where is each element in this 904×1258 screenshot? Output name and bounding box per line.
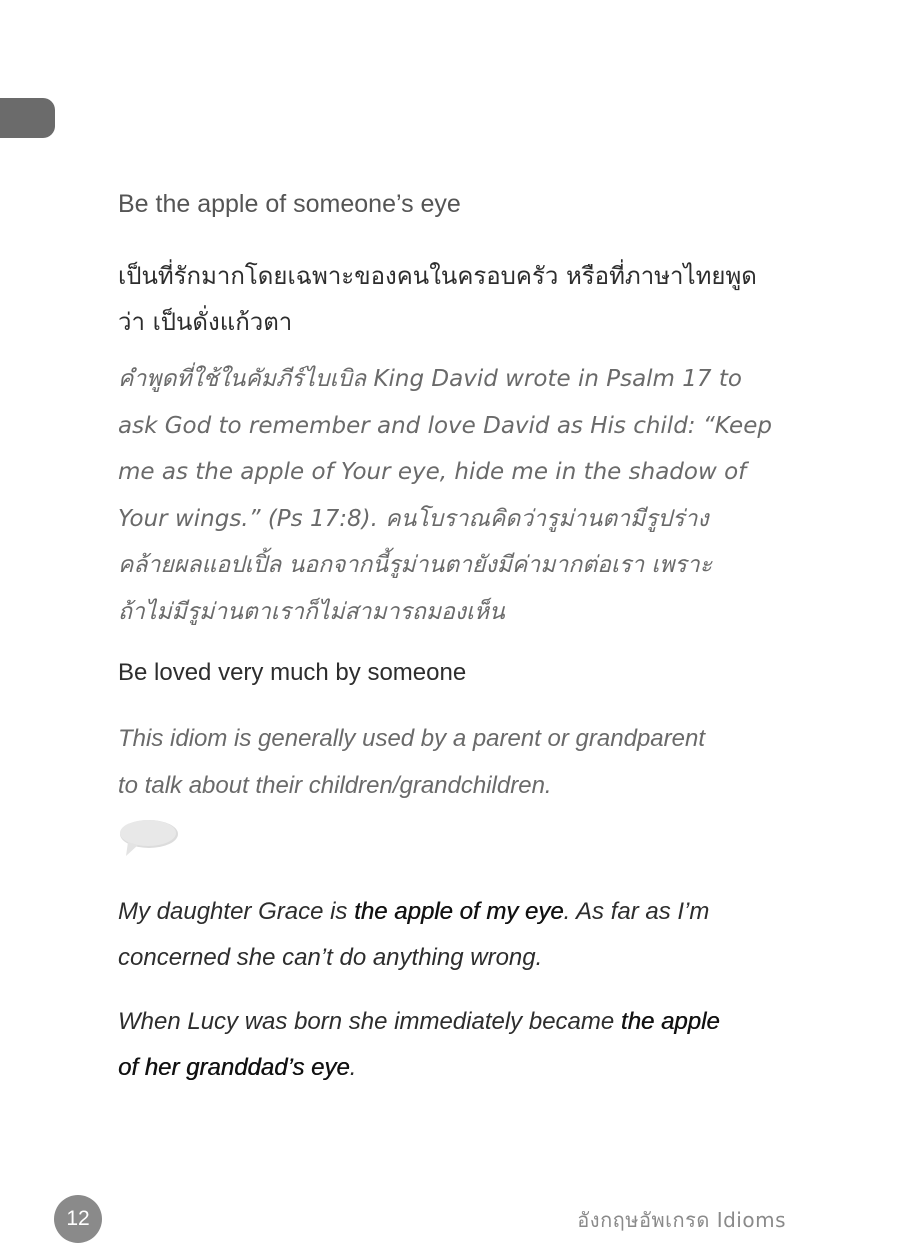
example-sentence	[118, 999, 798, 1091]
example-text: My daughter Grace is	[118, 898, 355, 925]
example-idiom-highlight: of her granddad’s eye	[118, 1054, 350, 1081]
thai-meaning	[118, 253, 798, 345]
example-idiom-highlight: the apple	[620, 1008, 720, 1035]
idiom-title: Be the apple of someone’s eye	[118, 190, 461, 218]
example-idiom-highlight: the apple of my eye	[354, 898, 564, 925]
origin-line: คล้ายผลแอปเปิ้ล นอกจากนี้รูม่านตายังมีค่ามากต่อเรา เพราะ	[118, 552, 713, 578]
origin-line: Your wings.” (Ps 17:8). คนโบราณคิดว่ารูม่านตามีรูปร่าง	[118, 505, 709, 532]
example-line	[118, 889, 798, 935]
usage-note-line: to talk about their children/grandchildren.	[118, 772, 552, 799]
example-line	[118, 1045, 798, 1091]
speech-bubble-icon	[118, 818, 180, 860]
example-line	[118, 999, 798, 1045]
usage-note-line: This idiom is generally used by a parent or grandparent	[118, 725, 705, 752]
origin-line: ask God to remember and love David as His child: “Keep	[118, 412, 772, 439]
usage-note	[118, 715, 798, 809]
origin-line: ถ้าไม่มีรูม่านตาเราก็ไม่สามารถมองเห็น	[118, 598, 505, 625]
thai-meaning-line: ว่า เป็นดั่งแก้วตา	[118, 308, 293, 336]
example-text: . As far as I’m	[563, 898, 710, 925]
example-text: When Lucy was born she immediately became	[118, 1008, 621, 1035]
example-line: concerned she can’t do anything wrong.	[118, 944, 543, 971]
thai-meaning-line: เป็นที่รักมากโดยเฉพาะของคนในครอบครัว หรือที่ภาษาไทยพูด	[118, 262, 757, 290]
example-sentence	[118, 889, 798, 981]
origin-line: คำพูดที่ใช้ในคัมภีร์ไบเบิล King David wrote in Psalm 17 to	[118, 366, 742, 392]
example-text: .	[349, 1054, 357, 1081]
page-number: 12	[54, 1195, 102, 1243]
origin-line: me as the apple of Your eye, hide me in the shadow of	[118, 459, 747, 485]
side-tab	[0, 98, 55, 138]
book-title: อังกฤษอัพเกรด Idioms	[577, 1208, 786, 1232]
english-meaning: Be loved very much by someone	[118, 659, 467, 686]
idiom-origin	[118, 356, 798, 635]
